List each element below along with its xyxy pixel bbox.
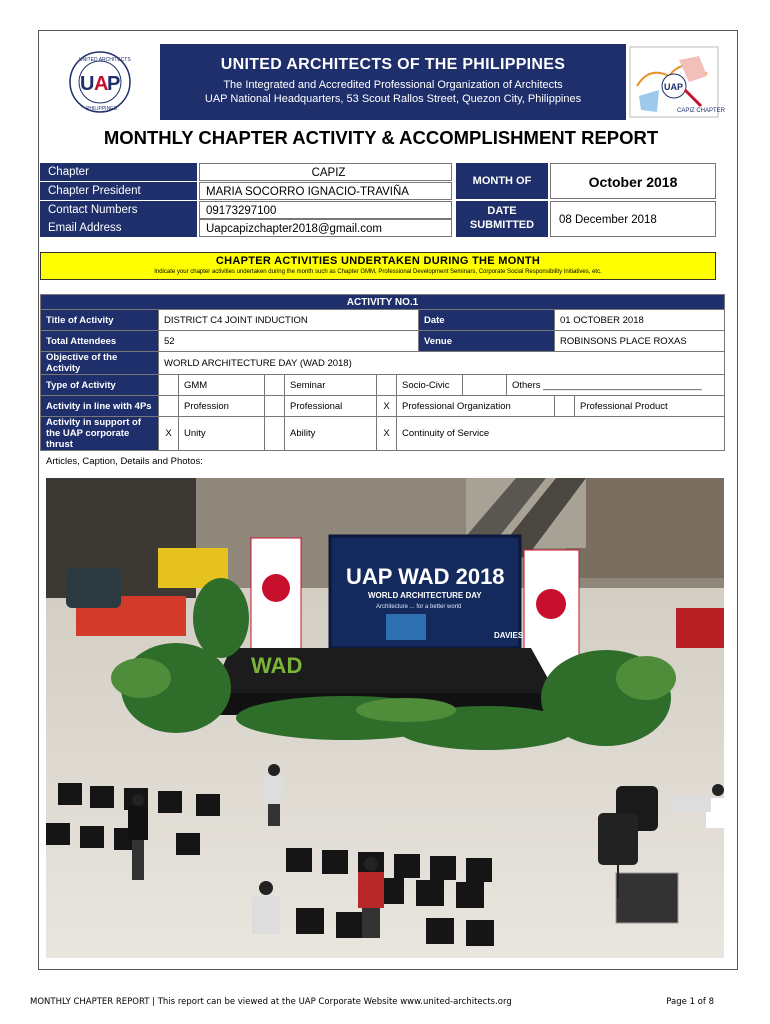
- fourps-option-organization: Professional Organization: [397, 396, 555, 417]
- activity-table: [40, 294, 725, 451]
- header-band: [160, 44, 626, 120]
- articles-label: Articles, Caption, Details and Photos:: [46, 456, 203, 467]
- type-check-others[interactable]: [463, 375, 507, 396]
- footer-text: MONTHLY CHAPTER REPORT | This report can be viewed at the UAP Corporate Website www.united-architects.org: [30, 997, 512, 1007]
- chapter-value: CAPIZ: [199, 163, 452, 181]
- venue-label: Venue: [419, 331, 555, 352]
- event-photo: [46, 478, 724, 958]
- title-value: DISTRICT C4 JOINT INDUCTION: [159, 310, 419, 331]
- thrust-check-continuity[interactable]: X: [377, 417, 397, 451]
- fourps-check-organization[interactable]: X: [377, 396, 397, 417]
- fourps-option-profession: Profession: [179, 396, 265, 417]
- date-label-line1: DATE: [487, 205, 517, 217]
- thrust-check-ability[interactable]: [265, 417, 285, 451]
- type-option-seminar: Seminar: [285, 375, 377, 396]
- activities-undertaken-subtitle: Indicate your chapter activities undertaken during the month such as Chapter GMM, Professional Development Seminars, Corporate Social Responsibility Initiatives, etc.: [154, 269, 602, 275]
- chapter-info: [40, 161, 716, 237]
- banner-subtitle: WORLD ARCHITECTURE DAY: [368, 591, 482, 600]
- type-option-others: Others ______________________________: [507, 375, 725, 396]
- org-tagline: The Integrated and Accredited Professional Organization of Architects: [223, 79, 563, 91]
- month-value: October 2018: [550, 163, 716, 199]
- side-brand-text: DAVIES: [494, 631, 524, 640]
- uap-logo: [40, 44, 160, 120]
- svg-text:PHILIPPINES: PHILIPPINES: [86, 106, 117, 112]
- date-label-line2: SUBMITTED: [469, 219, 535, 231]
- chapter-label: Chapter: [40, 163, 197, 181]
- fourps-option-product: Professional Product: [575, 396, 725, 417]
- objective-value: WORLD ARCHITECTURE DAY (WAD 2018): [159, 352, 725, 375]
- email-label: Email Address: [40, 219, 197, 237]
- venue-value: ROBINSONS PLACE ROXAS: [555, 331, 725, 352]
- date-label: Date: [419, 310, 555, 331]
- report-header: [40, 44, 726, 120]
- president-label: Chapter President: [40, 182, 197, 200]
- capiz-logo-text: CAPIZ CHAPTER: [677, 108, 726, 114]
- month-label: MONTH OF: [456, 163, 548, 199]
- contact-label: Contact Numbers: [40, 201, 197, 219]
- type-option-socio-civic: Socio-Civic: [397, 375, 463, 396]
- fourps-check-product[interactable]: [555, 396, 575, 417]
- fourps-option-professional: Professional: [285, 396, 377, 417]
- page-number: Page 1 of 8: [666, 997, 714, 1007]
- stage-letters: WAD: [251, 653, 303, 678]
- banner-tagline: Architecture ... for a better world: [376, 604, 462, 610]
- president-value: MARIA SOCORRO IGNACIO-TRAVIÑA: [199, 182, 452, 200]
- attendees-value: 52: [159, 331, 419, 352]
- report-title: MONTHLY CHAPTER ACTIVITY & ACCOMPLISHMENT REPORT: [103, 127, 659, 148]
- attendees-label: Total Attendees: [41, 331, 159, 352]
- contact-value: 09173297100: [199, 201, 452, 219]
- thrust-option-unity: Unity: [179, 417, 265, 451]
- date-submitted-label: [456, 201, 548, 237]
- svg-text:U: U: [80, 73, 95, 95]
- org-name: UNITED ARCHITECTS OF THE PHILIPPINES: [220, 56, 566, 73]
- thrust-check-unity[interactable]: X: [159, 417, 179, 451]
- page-footer: [30, 997, 714, 1007]
- thrust-label: Activity in support of the UAP corporate thrust: [41, 417, 159, 451]
- svg-text:UNITED ARCHITECTS: UNITED ARCHITECTS: [79, 57, 131, 63]
- title-label: Title of Activity: [41, 310, 159, 331]
- type-check-seminar[interactable]: [265, 375, 285, 396]
- activities-undertaken-banner: [40, 252, 716, 280]
- svg-text:UAP: UAP: [664, 82, 684, 92]
- date-submitted-value: 08 December 2018: [550, 201, 716, 237]
- type-label: Type of Activity: [41, 375, 159, 396]
- fourps-check-professional[interactable]: [265, 396, 285, 417]
- thrust-option-ability: Ability: [285, 417, 377, 451]
- fourps-check-profession[interactable]: [159, 396, 179, 417]
- activities-undertaken-title: CHAPTER ACTIVITIES UNDERTAKEN DURING THE MONTH: [215, 255, 541, 267]
- type-option-gmm: GMM: [179, 375, 265, 396]
- capiz-chapter-logo: [626, 44, 726, 120]
- svg-text:P: P: [107, 73, 121, 95]
- banner-title: UAP WAD 2018: [346, 564, 505, 589]
- email-value: Uapcapizchapter2018@gmail.com: [199, 219, 452, 237]
- type-check-gmm[interactable]: [159, 375, 179, 396]
- svg-text:A: A: [94, 73, 109, 95]
- thrust-option-continuity: Continuity of Service: [397, 417, 725, 451]
- objective-label: Objective of the Activity: [41, 352, 159, 375]
- date-value: 01 OCTOBER 2018: [555, 310, 725, 331]
- activity-heading: ACTIVITY NO.1: [41, 295, 725, 310]
- fourps-label: Activity in line with 4Ps: [41, 396, 159, 417]
- type-check-socio-civic[interactable]: [377, 375, 397, 396]
- org-address: UAP National Headquarters, 53 Scout Rallos Street, Quezon City, Philippines: [204, 93, 582, 105]
